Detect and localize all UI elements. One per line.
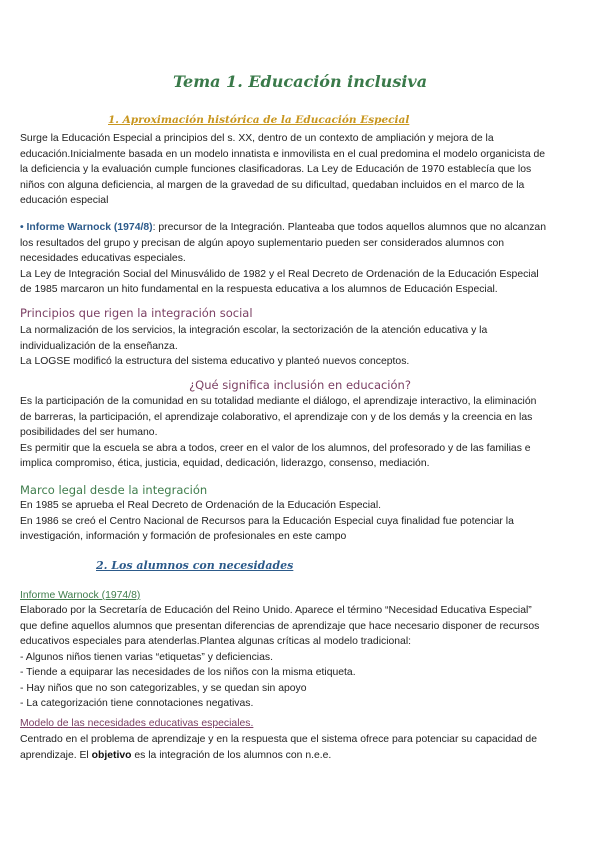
- text-line: de 1985 marcaron un hito fundamental en la respuesta educativa a los alumnos de Educación Especial.: [20, 284, 498, 295]
- page-title: Tema 1. Educación inclusiva: [172, 72, 428, 91]
- inclusion-heading: ¿Qué significa inclusión en educación?: [189, 378, 411, 392]
- text-line: En 1985 se aprueba el Real Decreto de Ordenación de la Educación Especial.: [20, 500, 382, 511]
- warnock-paragraph: [20, 220, 580, 298]
- principios-heading: Principios que rigen la integración social: [20, 306, 253, 320]
- text-line: de barreras, la participación, el aprendizaje colaborativo, el aprendizaje con y de los demás y la creencia en las: [20, 411, 533, 423]
- text-line: Es la participación de la comunidad en su totalidad mediante el diálogo, el aprendizaje interactivo, la eliminación: [20, 396, 537, 407]
- section1-paragraph: [20, 131, 580, 209]
- list-item: - Hay niños que no son categorizables, y se quedan sin apoyo: [20, 682, 307, 694]
- text-line: La LOGSE modificó la estructura del sistema educativo y planteó nuevos conceptos.: [20, 356, 410, 367]
- informe-heading: Informe Warnock (1974/8): [20, 590, 141, 601]
- list-item: - La categorización tiene connotaciones negativas.: [20, 698, 254, 709]
- text-line: [20, 220, 580, 236]
- text-line: los resultados del grupo y precisan de algún apoyo suplementario pueden ser considerados alumnos con: [20, 237, 505, 249]
- warnock-label: • Informe Warnock (1974/8): [20, 222, 153, 233]
- text-line: La Ley de Integración Social del Minusválido de 1982 y el Real Decreto de Ordenación de la Educación Especial: [20, 268, 539, 280]
- modelo-heading: Modelo de las necesidades educativas especiales.: [20, 718, 254, 729]
- text-line-end: es la integración de los alumnos con n.e.e.: [131, 749, 332, 761]
- text-line: [20, 748, 580, 764]
- text-line: Centrado en el problema de aprendizaje y en la respuesta que el sistema ofrece para potenciar su capacidad de: [20, 734, 537, 745]
- text-line-rest: : precursor de la Integración. Planteaba que todos aquellos alumnos que no alcanzan: [152, 222, 546, 233]
- list-item: - Tiende a equiparar las necesidades de los niños con la misma etiqueta.: [20, 667, 356, 678]
- text-line: educación especial: [20, 195, 109, 206]
- text-line: la deficiencia y la evaluación cumple funciones clasificadoras. La Ley de Educación de 1970 establecía que los: [20, 164, 532, 175]
- text-line: posibilidades del ser humano.: [20, 427, 158, 438]
- text-line: Elaborado por la Secretaría de Educación del Reino Unido. Aparece el término “Necesidad Educativa Especial”: [20, 605, 532, 616]
- text-line: que define aquellos alumnos que presentan diferencias de aprendizaje que hace necesario disponer de recursos: [20, 620, 540, 632]
- text-line: niños con alguna deficiencia, al margen de la gravedad de su dificultad, quedaban incluidos en el marco de la: [20, 179, 525, 191]
- list-item: - Algunos niños tienen varias “etiquetas” y deficiencias.: [20, 651, 273, 663]
- text-line: necesidades educativas especiales.: [20, 253, 186, 264]
- text-line: individualización de la enseñanza.: [20, 340, 178, 352]
- text-line: Es permitir que la escuela se abra a todos, creer en el valor de los alumnos, del profesorado y de las familias e: [20, 442, 531, 454]
- marco-paragraph: [20, 498, 580, 545]
- text-line: En 1986 se creó el Centro Nacional de Recursos para la Educación Especial cuya finalidad fue potenciar la: [20, 515, 514, 527]
- text-line: investigación, información y formación de profesionales en este campo: [20, 531, 347, 542]
- inclusion-paragraph: [20, 394, 580, 472]
- marco-heading: Marco legal desde la integración: [20, 483, 208, 497]
- informe-paragraph: [20, 603, 580, 712]
- modelo-paragraph: [20, 732, 580, 763]
- text-line: La normalización de los servicios, la integración escolar, la sectorización de la atención educativa y la: [20, 325, 488, 336]
- text-line-start: aprendizaje. El: [20, 749, 92, 761]
- text-line: educación.Inicialmente basada en un modelo innatista e inmovilista en el cual predomina el modelo organicista de: [20, 148, 546, 160]
- section2-heading: 2. Los alumnos con necesidades: [96, 559, 294, 572]
- text-line: educativos especiales para atenderlas.Plantea algunas críticas al modelo tradicional:: [20, 636, 412, 647]
- text-line: Surge la Educación Especial a principios del s. XX, dentro de un contexto de ampliación y mejora de la: [20, 133, 494, 144]
- text-line: implica compromiso, ética, justicia, equidad, dedicación, liderazgo, consenso, mediación.: [20, 458, 430, 469]
- section1-heading: 1. Aproximación histórica de la Educación Especial: [108, 114, 410, 126]
- principios-paragraph: [20, 323, 580, 370]
- objetivo-bold: objetivo: [91, 749, 132, 761]
